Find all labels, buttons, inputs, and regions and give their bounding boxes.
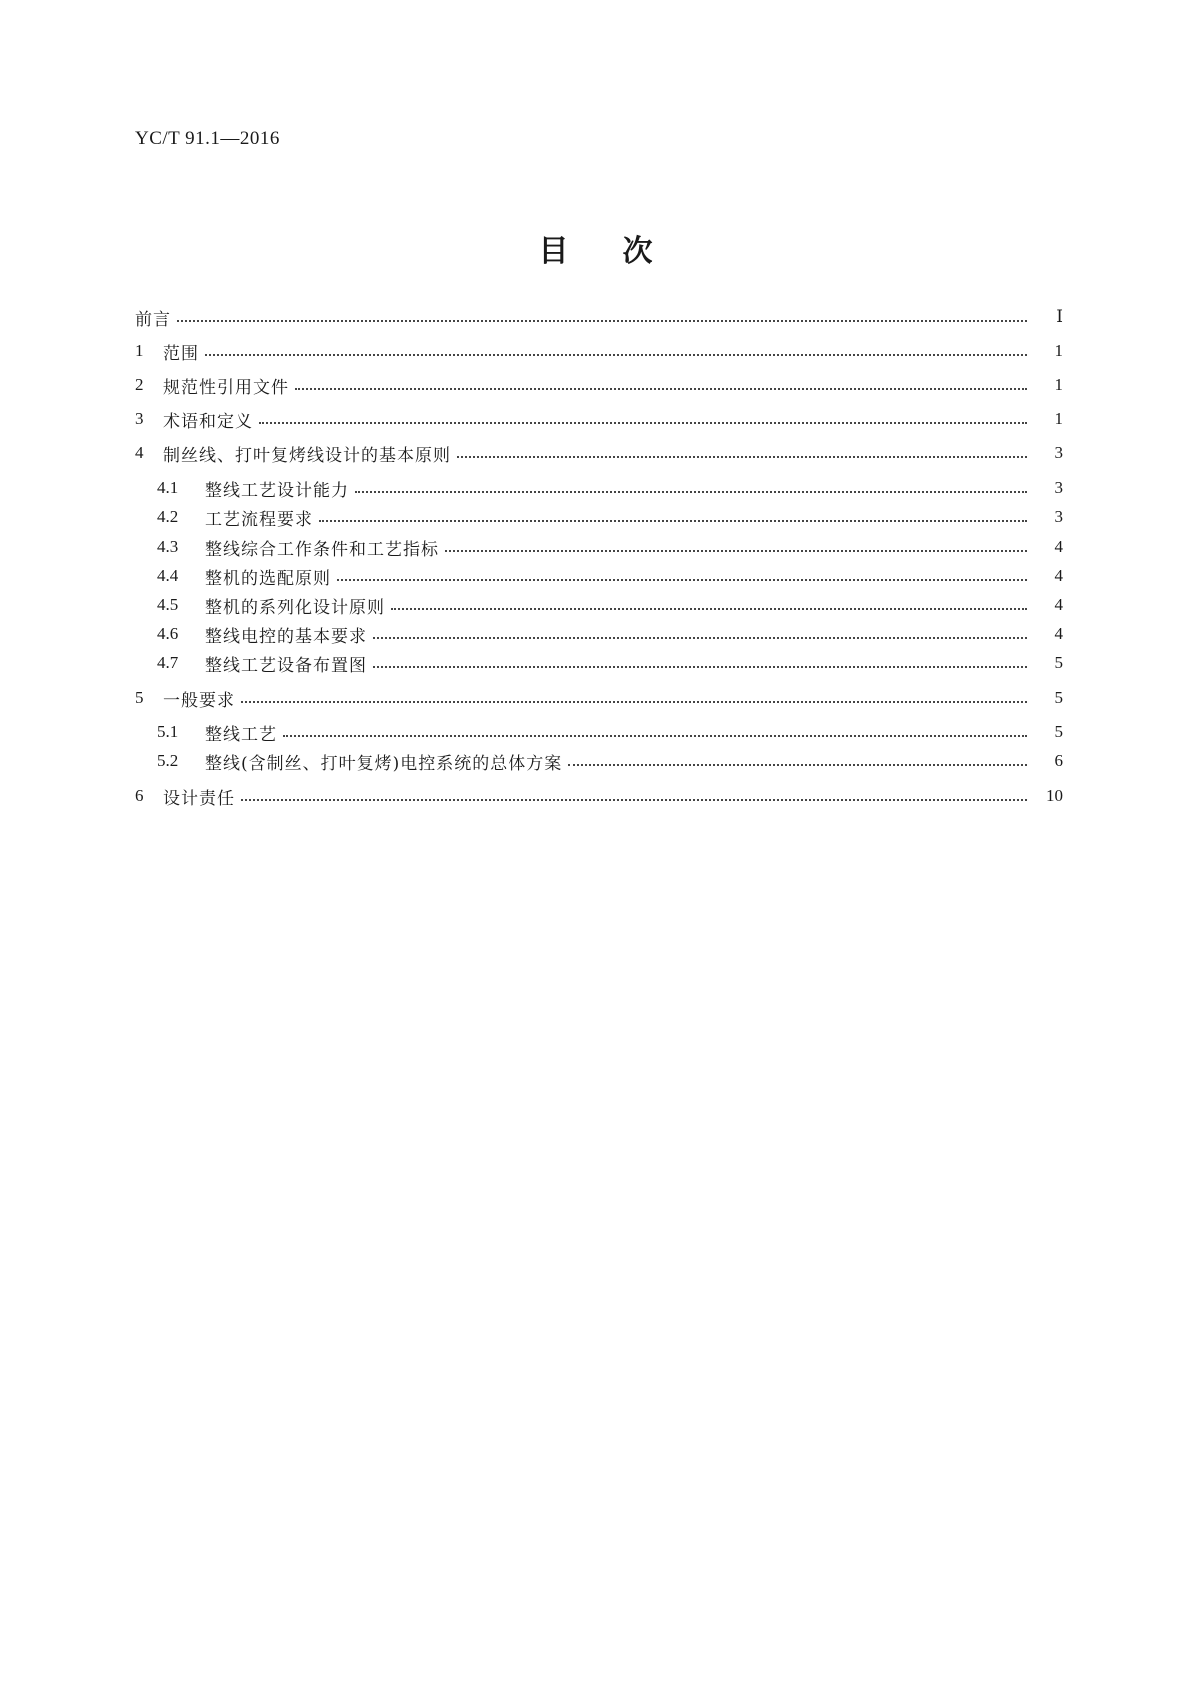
toc-leader-dots bbox=[445, 550, 1027, 552]
toc-entry-page: 10 bbox=[1046, 786, 1063, 805]
toc-entry-number: 1 bbox=[135, 341, 144, 360]
toc-entry-label: 一般要求 bbox=[163, 690, 235, 711]
toc-entry-page: 1 bbox=[1054, 341, 1063, 360]
toc-leader-dots bbox=[295, 388, 1027, 390]
toc-entry-label: 范围 bbox=[163, 343, 199, 364]
toc-entry-label: 制丝线、打叶复烤线设计的基本原则 bbox=[163, 445, 451, 466]
toc-entry-label: 整机的选配原则 bbox=[205, 568, 331, 589]
toc-entry-label: 术语和定义 bbox=[163, 411, 253, 432]
toc-entry-label: 设计责任 bbox=[163, 788, 235, 809]
toc-leader-dots bbox=[319, 520, 1027, 522]
toc-entry-label: 整线综合工作条件和工艺指标 bbox=[205, 539, 439, 560]
toc-entry-page: 3 bbox=[1054, 478, 1063, 497]
toc-entry-page: 5 bbox=[1054, 653, 1063, 672]
toc-entry-4-5[interactable] bbox=[157, 593, 1063, 617]
toc-leader-dots bbox=[337, 579, 1027, 581]
toc-entry-page: 3 bbox=[1054, 443, 1063, 462]
toc-entry-page: 4 bbox=[1054, 566, 1063, 585]
toc-entry-number: 3 bbox=[135, 409, 144, 428]
toc-entry-number: 5.1 bbox=[157, 722, 179, 741]
toc-entry-1[interactable] bbox=[135, 339, 1063, 363]
toc-leader-dots bbox=[457, 456, 1027, 458]
toc-entry-number: 4.6 bbox=[157, 624, 179, 643]
toc-entry-page: 1 bbox=[1054, 409, 1063, 428]
toc-entry-page: 4 bbox=[1054, 595, 1063, 614]
toc-entry-label: 整线电控的基本要求 bbox=[205, 626, 367, 647]
toc-entry-4-6[interactable] bbox=[157, 622, 1063, 646]
toc-entry-page: 4 bbox=[1054, 624, 1063, 643]
toc-entry-page: Ⅰ bbox=[1056, 307, 1063, 326]
toc-entry-page: 1 bbox=[1054, 375, 1063, 394]
toc-entry-4-4[interactable] bbox=[157, 564, 1063, 588]
toc-entry-label: 整线工艺设备布置图 bbox=[205, 655, 367, 676]
toc-entry-label: 规范性引用文件 bbox=[163, 377, 289, 398]
toc-entry-number: 4.4 bbox=[157, 566, 179, 585]
toc-entry-2[interactable] bbox=[135, 373, 1063, 397]
toc-entry-4[interactable] bbox=[135, 441, 1063, 465]
toc-entry-page: 5 bbox=[1054, 688, 1063, 707]
toc-entry-number: 2 bbox=[135, 375, 144, 394]
toc-entry-6[interactable] bbox=[135, 784, 1063, 808]
toc-entry-number: 5.2 bbox=[157, 751, 179, 770]
toc-entry-5-2[interactable] bbox=[157, 749, 1063, 773]
toc-entry-number: 4.5 bbox=[157, 595, 179, 614]
standard-code: YC/T 91.1—2016 bbox=[135, 128, 280, 149]
toc-leader-dots bbox=[283, 735, 1027, 737]
toc-entry-number: 4.3 bbox=[157, 537, 179, 556]
toc-leader-dots bbox=[373, 666, 1027, 668]
toc-entry-5-1[interactable] bbox=[157, 720, 1063, 744]
toc-leader-dots bbox=[355, 491, 1027, 493]
toc-entry-label: 整线工艺 bbox=[205, 724, 277, 745]
toc-leader-dots bbox=[241, 701, 1027, 703]
toc-entry-4-2[interactable] bbox=[157, 505, 1063, 529]
toc-entry-label: 整线(含制丝、打叶复烤)电控系统的总体方案 bbox=[205, 753, 563, 774]
toc-entry-3[interactable] bbox=[135, 407, 1063, 431]
toc-entry-label: 整线工艺设计能力 bbox=[205, 480, 349, 501]
toc-leader-dots bbox=[241, 799, 1027, 801]
toc-entry-label: 前言 bbox=[135, 309, 171, 330]
toc-entry-page: 4 bbox=[1054, 537, 1063, 556]
toc-leader-dots bbox=[205, 354, 1027, 356]
toc-leader-dots bbox=[177, 320, 1027, 322]
toc-entry-4-1[interactable] bbox=[157, 476, 1063, 500]
toc-entry-number: 4.1 bbox=[157, 478, 179, 497]
toc-entry-number: 4.7 bbox=[157, 653, 179, 672]
toc-entry-page: 6 bbox=[1054, 751, 1063, 770]
toc-leader-dots bbox=[373, 637, 1027, 639]
page-title: 目次 bbox=[538, 234, 707, 269]
toc-entry-number: 5 bbox=[135, 688, 144, 707]
toc-leader-dots bbox=[259, 422, 1027, 424]
toc-entry-page: 3 bbox=[1054, 507, 1063, 526]
toc-entry-page: 5 bbox=[1054, 722, 1063, 741]
toc-entry-label: 整机的系列化设计原则 bbox=[205, 597, 385, 618]
toc-leader-dots bbox=[391, 608, 1027, 610]
toc-entry-number: 6 bbox=[135, 786, 144, 805]
toc-entry-4-3[interactable] bbox=[157, 535, 1063, 559]
toc-entry-label: 工艺流程要求 bbox=[205, 509, 313, 530]
toc-entry-foreword[interactable] bbox=[135, 305, 1063, 329]
toc-leader-dots bbox=[568, 764, 1027, 766]
toc-entry-4-7[interactable] bbox=[157, 651, 1063, 675]
toc-entry-number: 4 bbox=[135, 443, 144, 462]
toc-entry-5[interactable] bbox=[135, 686, 1063, 710]
toc-entry-number: 4.2 bbox=[157, 507, 179, 526]
